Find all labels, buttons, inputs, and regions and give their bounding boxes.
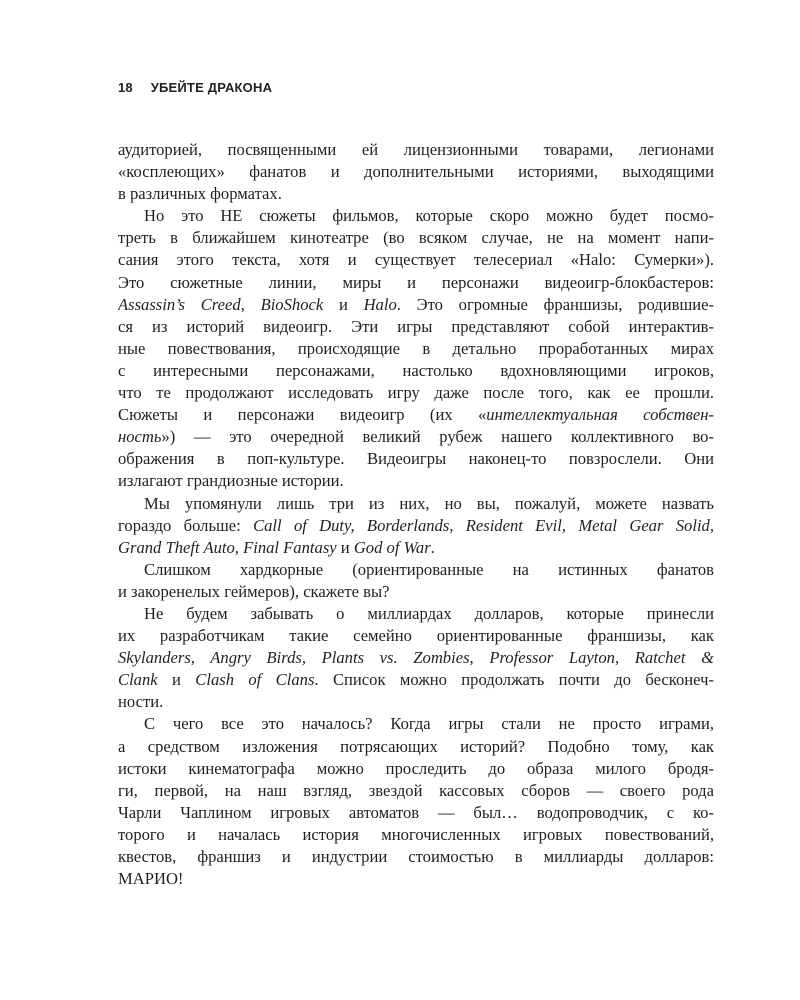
italic-title: Clank <box>118 670 158 690</box>
text-line <box>118 249 714 271</box>
text-line <box>118 603 714 625</box>
italic-title: Halo <box>363 294 397 314</box>
text-line <box>118 272 714 294</box>
text-run: Сюжеты и персонажи видеоигр (их « <box>118 405 487 425</box>
text-run: сания этого текста, хотя и существует телесериал «Halo: Сумерки»). <box>118 250 714 270</box>
text-line <box>118 183 714 205</box>
italic-title: Clash of Clans <box>195 670 315 690</box>
text-run: в различных форматах. <box>118 184 282 204</box>
text-run: ображения в поп-культуре. Видеоигры наконец-то повзрослели. Они <box>118 449 714 469</box>
text-run: МАРИО! <box>118 869 184 889</box>
text-run: ные повествования, происходящие в детально проработанных мирах <box>118 338 714 358</box>
text-line <box>118 868 714 890</box>
text-line <box>118 493 714 515</box>
running-header <box>118 80 272 95</box>
text-line <box>118 161 714 183</box>
text-line <box>118 824 714 846</box>
text-run: «косплеющих» фанатов и дополнительными историями, выходящими <box>118 162 714 182</box>
text-run: ») — это очередной великий рубеж нашего коллективного во- <box>161 427 714 447</box>
italic-title: Call of Duty, Borderlands, Resident Evil, Metal Gear Solid, <box>253 515 714 535</box>
paragraph <box>118 603 714 713</box>
text-line <box>118 470 714 492</box>
text-line <box>118 360 714 382</box>
text-line <box>118 559 714 581</box>
text-run: истоки кинематографа можно проследить до образа милого бродя- <box>118 758 714 778</box>
text-line <box>118 227 714 249</box>
text-run: а средством изложения потрясающих историй? Подобно тому, как <box>118 736 714 756</box>
text-run: Но это НЕ сюжеты фильмов, которые скоро можно будет посмо- <box>144 206 714 226</box>
paragraph <box>118 493 714 559</box>
text-line <box>118 691 714 713</box>
text-line <box>118 426 714 448</box>
paragraph <box>118 205 714 492</box>
text-run: аудиторией, посвященными ей лицензионными товарами, легионами <box>118 140 714 159</box>
text-line <box>118 669 714 691</box>
chapter-title: УБЕЙТЕ ДРАКОНА <box>150 80 273 95</box>
italic-title: ность <box>118 427 162 447</box>
text-line <box>118 846 714 868</box>
text-run: . Список можно продолжать почти до бесконеч- <box>314 670 714 690</box>
text-line <box>118 294 714 316</box>
text-line <box>118 316 714 338</box>
italic-title: BioShock <box>260 294 324 314</box>
body-text <box>118 139 714 890</box>
text-line <box>118 780 714 802</box>
text-run: . <box>430 537 435 557</box>
text-run: излагают грандиозные истории. <box>118 471 344 491</box>
text-run: Это сюжетные линии, миры и персонажи видеоигр-блокбастеров: <box>118 272 714 292</box>
text-run: и <box>336 537 354 557</box>
text-run: Чарли Чаплином игровых автоматов — был… водопроводчик, с ко- <box>118 802 714 822</box>
text-run: треть в ближайшем кинотеатре (во всяком случае, не на момент напи- <box>118 228 714 248</box>
text-run: и закоренелых геймеров), скажете вы? <box>118 581 390 601</box>
text-run: . Это огромные франшизы, родившие- <box>396 294 714 314</box>
text-line <box>118 139 714 161</box>
text-line <box>118 515 714 537</box>
text-run: Не будем забывать о миллиардах долларов, которые принесли <box>144 603 714 623</box>
text-line <box>118 537 714 559</box>
text-run: Слишком хардкорные (ориентированные на истинных фанатов <box>144 559 714 579</box>
text-line <box>118 448 714 470</box>
text-run: ся из историй видеоигр. Эти игры представляют собой интерактив- <box>118 316 714 336</box>
text-line <box>118 713 714 735</box>
page-number: 18 <box>118 80 133 95</box>
text-line <box>118 382 714 404</box>
text-line <box>118 581 714 603</box>
text-run: квестов, франшиз и индустрии стоимостью в миллиарды долларов: <box>118 847 714 866</box>
text-run: их разработчикам такие семейно ориентированные франшизы, как <box>118 626 714 646</box>
text-run: что те продолжают исследовать игру даже после того, как ее прошли. <box>118 383 714 403</box>
paragraph <box>118 139 714 205</box>
italic-title: Skylanders, Angry Birds, Plants vs. Zombies, Professor Layton, Ratchet & <box>118 648 714 668</box>
paragraph <box>118 713 714 890</box>
text-line <box>118 205 714 227</box>
paragraph <box>118 559 714 603</box>
text-line <box>118 625 714 647</box>
text-line <box>118 404 714 426</box>
italic-title: интеллектуальная собствен- <box>486 405 714 425</box>
text-run: с интересными персонажами, настолько вдохновляющими игроков, <box>118 360 714 380</box>
text-run: С чего все это началось? Когда игры стали не просто играми, <box>144 714 714 734</box>
text-line <box>118 647 714 669</box>
text-line <box>118 802 714 824</box>
text-run: , <box>240 294 261 314</box>
text-run: ги, первой, на наш взгляд, звездой кассовых сборов — своего рода <box>118 780 714 800</box>
italic-title: Grand Theft Auto, Final Fantasy <box>118 537 337 557</box>
text-run: торого и началась история многочисленных игровых повествований, <box>118 824 714 844</box>
text-line <box>118 758 714 780</box>
text-run: и <box>157 670 196 690</box>
text-run: ности. <box>118 692 164 712</box>
text-line <box>118 736 714 758</box>
text-run: и <box>323 294 364 314</box>
text-line <box>118 338 714 360</box>
text-run: гораздо больше: <box>118 515 254 535</box>
text-run: Мы упомянули лишь три из них, но вы, пожалуй, можете назвать <box>144 493 714 513</box>
italic-title: God of War <box>353 537 431 557</box>
italic-title: Assassin’s Creed <box>118 294 241 314</box>
